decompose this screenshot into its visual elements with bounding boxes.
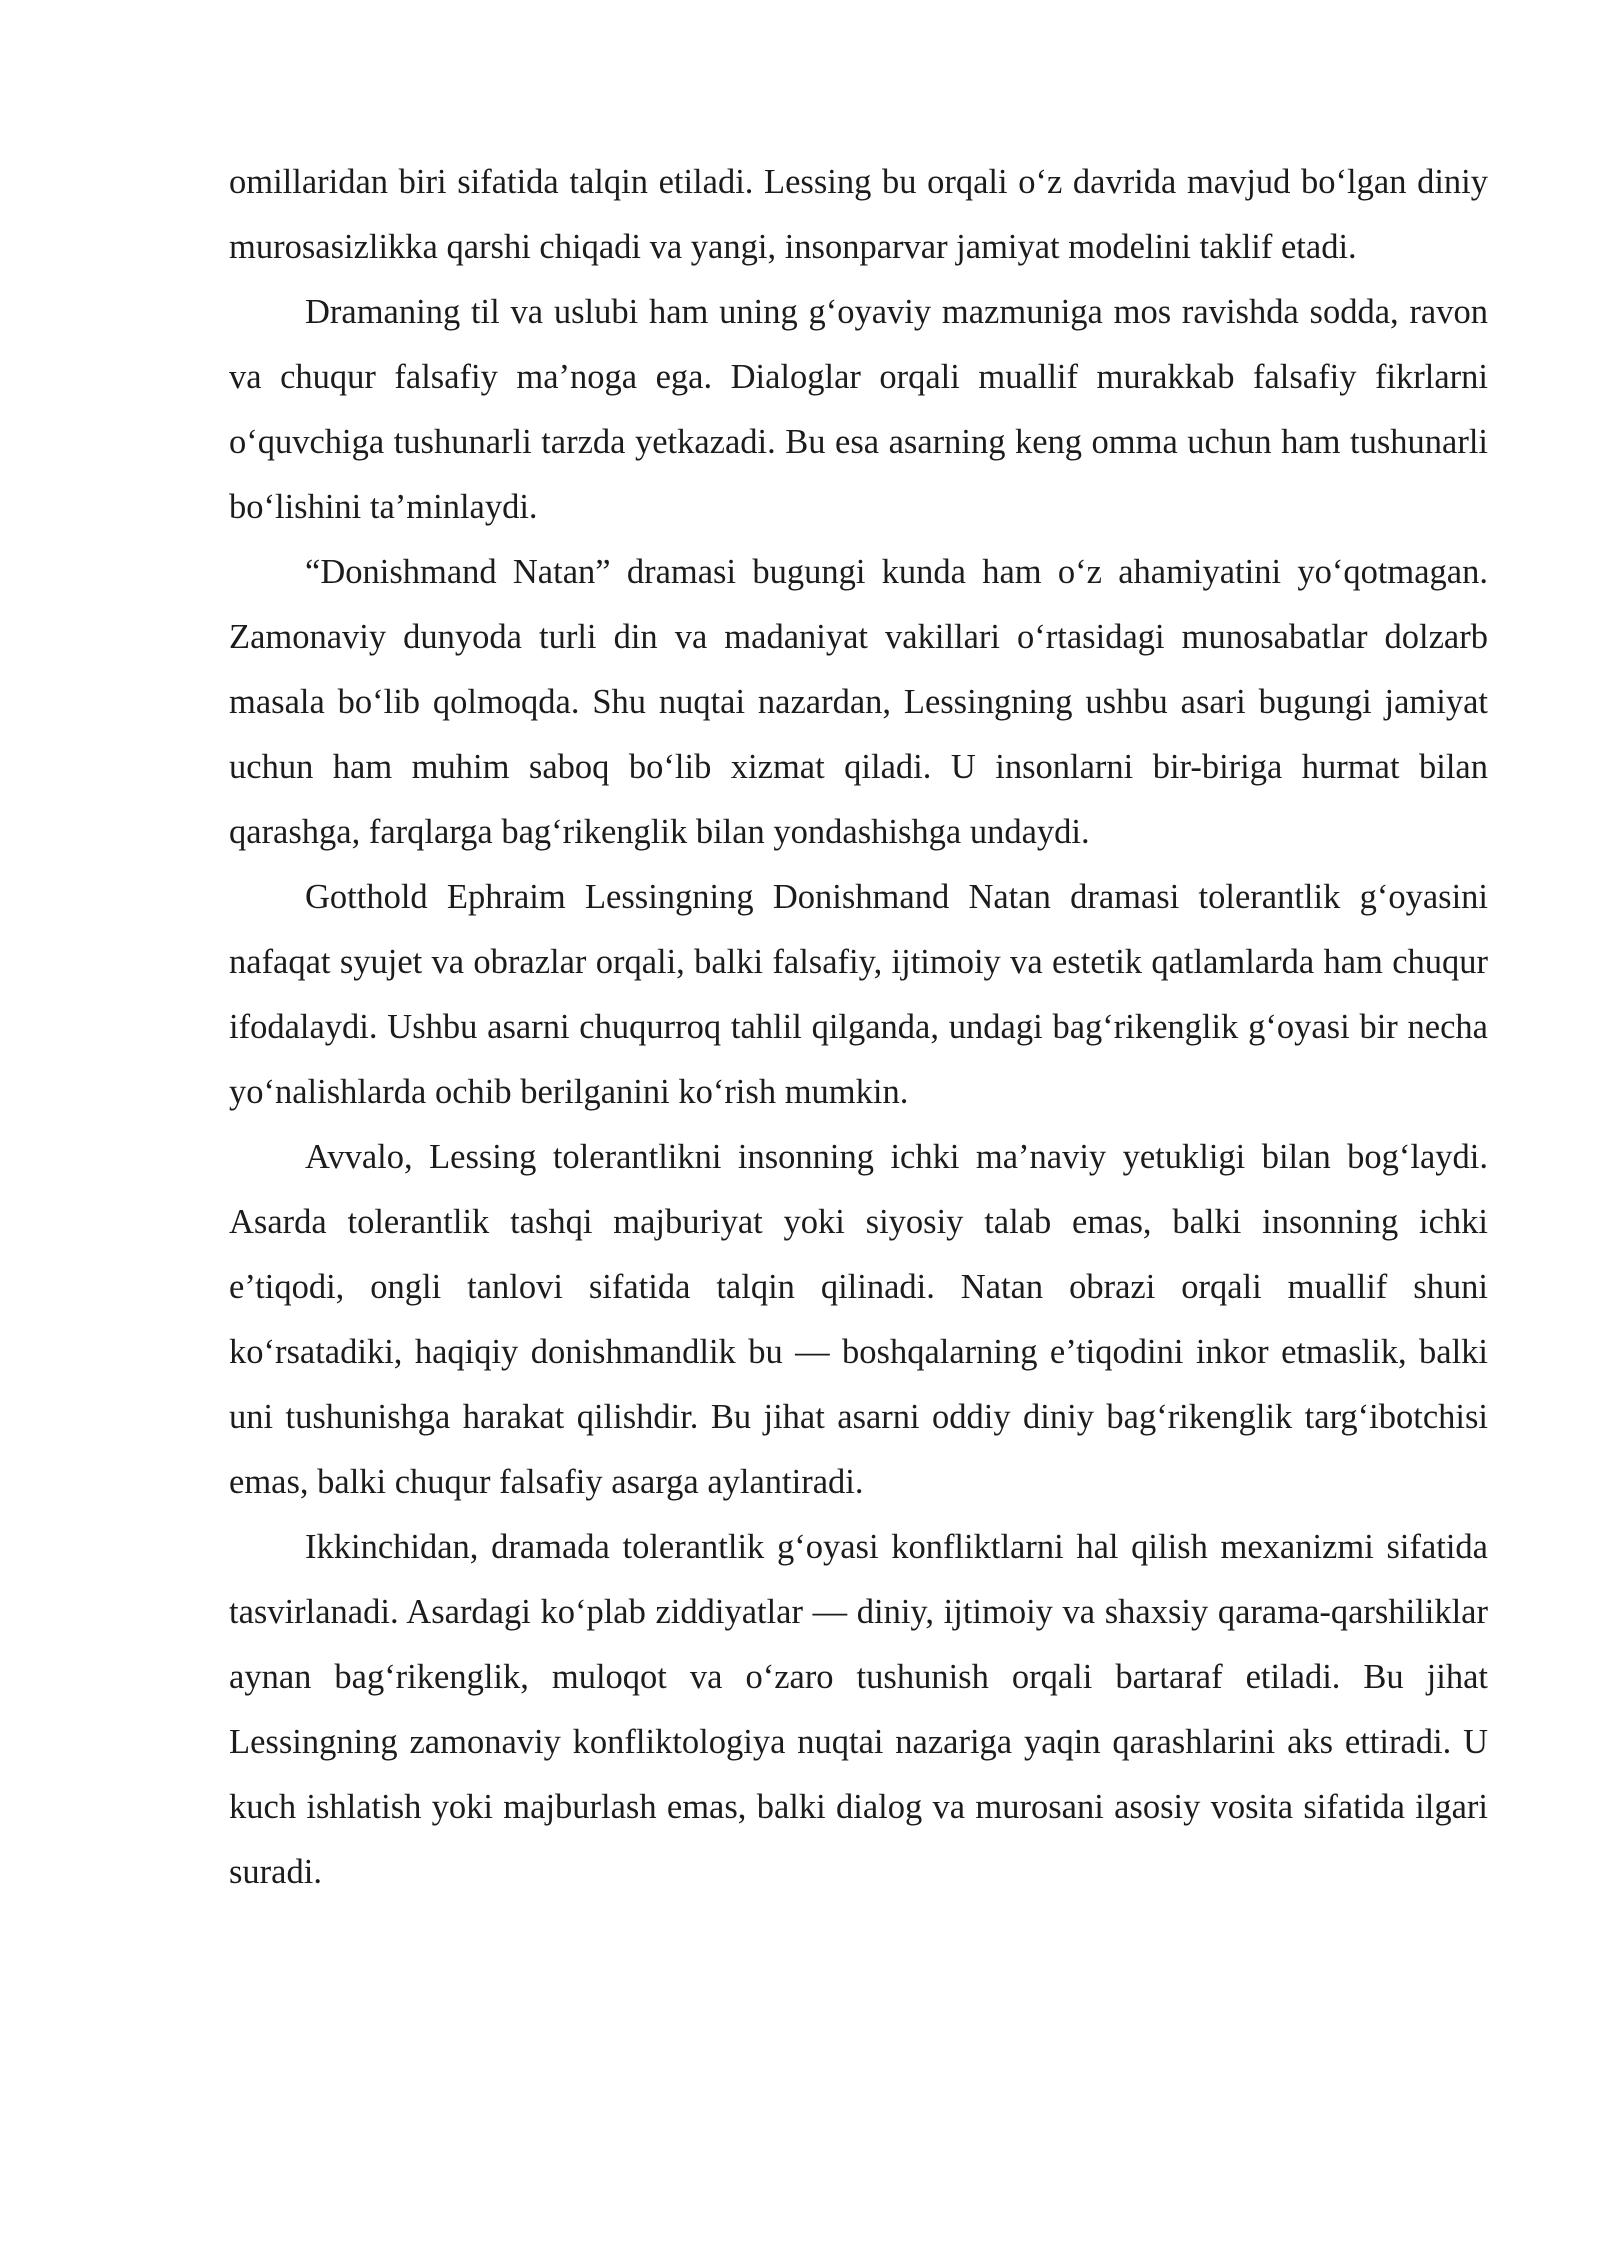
body-text [229,150,1488,1905]
paragraph-language-style: Dramaning til va uslubi ham uning g‘oyaviy mazmuniga mos ravishda sodda, ravon va chuqur falsafiy ma’noga ega. Dialoglar orqali muallif murakkab falsafiy fikrlarni o‘quvchiga tushunarli tarzda yetkazadi. Bu esa asarning keng omma uchun ham tushunarli bo‘lishini ta’minlaydi. [229,293,1488,526]
paragraph-second-point: Ikkinchidan, dramada tolerantlik g‘oyasi konfliktlarni hal qilish mexanizmi sifatida tasvirlanadi. Asardagi ko‘plab ziddiyatlar — diniy, ijtimoiy va shaxsiy qarama-qarshiliklar aynan bag‘rikenglik, muloqot va o‘zaro tushunish orqali bartaraf etiladi. Bu jihat Lessingning zamonaviy konfliktologiya nuqtai nazariga yaqin qarashlarini aks ettiradi. U kuch ishlatish yoki majburlash emas, balki dialog va murosani asosiy vosita sifatida ilgari suradi. [229,1528,1488,1891]
paragraph-tolerance-layers: Gotthold Ephraim Lessingning Donishmand Natan dramasi tolerantlik g‘oyasini nafaqat syujet va obrazlar orqali, balki falsafiy, ijtimoiy va estetik qatlamlarda ham chuqur ifodalaydi. Ushbu asarni chuqurroq tahlil qilganda, undagi bag‘rikenglik g‘oyasi bir necha yo‘nalishlarda ochib berilganini ko‘rish mumkin. [229,878,1488,1111]
paragraph-continuation: omillaridan biri sifatida talqin etiladi. Lessing bu orqali o‘z davrida mavjud bo‘lgan diniy murosasizlikka qarshi chiqadi va yangi, insonparvar jamiyat modelini taklif etadi. [229,163,1488,266]
paragraph-first-point: Avvalo, Lessing tolerantlikni insonning ichki ma’naviy yetukligi bilan bog‘laydi. Asarda tolerantlik tashqi majburiyat yoki siyosiy talab emas, balki insonning ichki e’tiqodi, ongli tanlovi sifatida talqin qilinadi. Natan obrazi orqali muallif shuni ko‘rsatadiki, haqiqiy donishmandlik bu — boshqalarning e’tiqodini inkor etmaslik, balki uni tushunishga harakat qilishdir. Bu jihat asarni oddiy diniy bag‘rikenglik targ‘ibotchisi emas, balki chuqur falsafiy asarga aylantiradi. [229,1138,1488,1501]
paragraph-modern-relevance: “Donishmand Natan” dramasi bugungi kunda ham o‘z ahamiyatini yo‘qotmagan. Zamonaviy dunyoda turli din va madaniyat vakillari o‘rtasidagi munosabatlar dolzarb masala bo‘lib qolmoqda. Shu nuqtai nazardan, Lessingning ushbu asari bugungi jamiyat uchun ham muhim saboq bo‘lib xizmat qiladi. U insonlarni bir-biriga hurmat bilan qarashga, farqlarga bag‘rikenglik bilan yondashishga undaydi. [229,553,1488,851]
